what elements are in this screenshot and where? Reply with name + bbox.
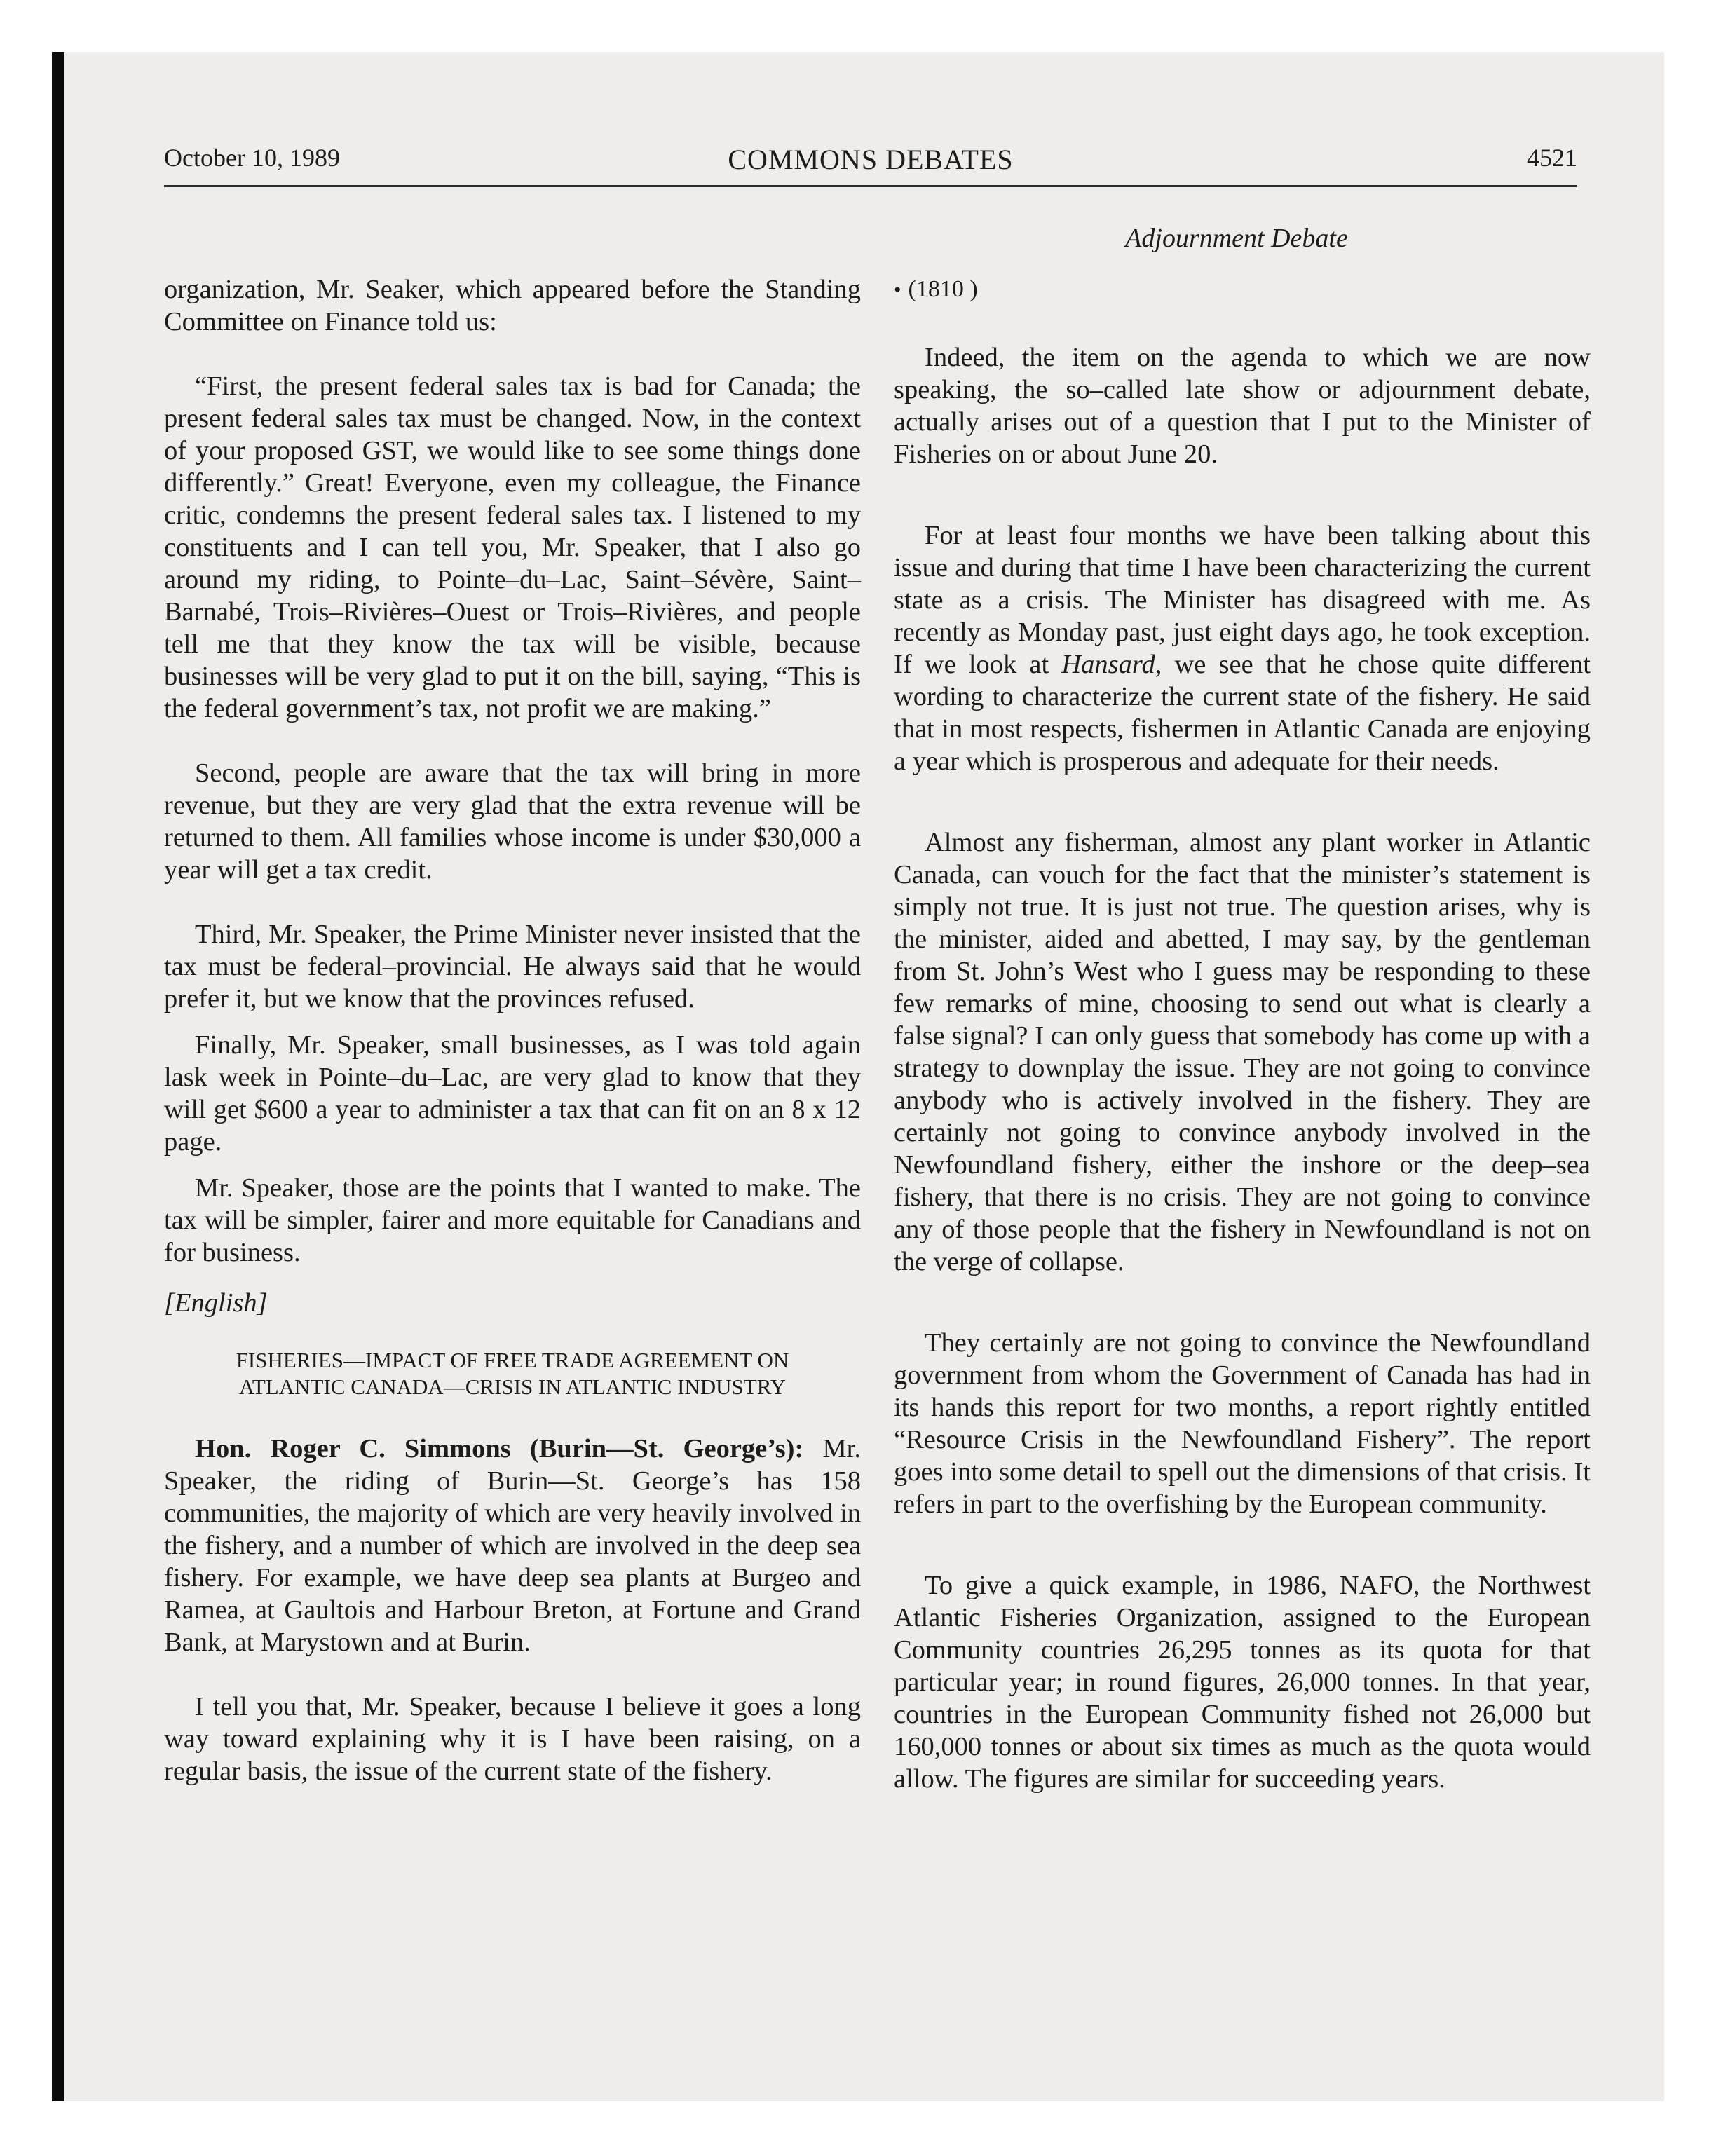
header-title: COMMONS DEBATES bbox=[728, 144, 1014, 175]
paragraph: Almost any fisherman, almost any plant worker in Atlantic Canada, can vouch for the fact that the minister’s statement is simply not true. It is just not true. The question arises, why is the minister, aided and abetted, I may say, by the gentleman from St. John’s West who I guess may be responding to these few remarks of mine, choosing to send out what is clearly a false signal? I can only guess that somebody has come up with a strategy to downplay the issue. They are not going to convince anybody who is actively involved in the fishery. They are certainly not going to convince anybody involved in the Newfoundland fishery, either the inshore or the deep–sea fishery, that there is no crisis. They are not going to convince any of those people that the fishery in Newfoundland is not on the verge of collapse. bbox=[894, 828, 1591, 1276]
header-page-number: 4521 bbox=[1527, 144, 1577, 172]
header-date: October 10, 1989 bbox=[164, 144, 340, 172]
paragraph bbox=[894, 519, 1591, 777]
paragraph: Second, people are aware that the tax will bring in more revenue, but they are very glad that the extra revenue will be returned to them. All families whose income is under $30,000 a year will get a tax credit. bbox=[164, 758, 861, 885]
left-column bbox=[164, 273, 861, 1820]
paragraph-text: , we see that he chose quite different wording to characterize the current state of the fishery. He said that in most respects, fishermen in Atlantic Canada are enjoying a year which is prosperous and adequate for their needs. bbox=[894, 650, 1591, 776]
right-column bbox=[894, 273, 1591, 1827]
paragraph: Third, Mr. Speaker, the Prime Minister never insisted that the tax must be federal–provincial. He always said that he would prefer it, but we know that the provinces refused. bbox=[164, 920, 861, 1014]
speech-text: Mr. Speaker, the riding of Burin—St. George’s has 158 communities, the majority of which are very heavily involved in the fishery, and a number of which are involved in the deep sea fishery. For example, we have deep sea plants at Burgeo and Ramea, at Gaultois and Harbour Breton, at Fortune and Grand Bank, at Marystown and at Burin. bbox=[164, 1434, 861, 1657]
bullet-icon: • bbox=[894, 278, 901, 301]
paragraph-text: For at least four months we have been talking about this issue and during that time I have been characterizing the current state as a crisis. The Minister has disagreed with me. As recently as Monday past, just eight days ago, he took exception. If we look at bbox=[894, 521, 1591, 679]
paragraph bbox=[164, 1433, 861, 1658]
paragraph: Mr. Speaker, those are the points that I wanted to make. The tax will be simpler, fairer and more equitable for Canadians and for business. bbox=[164, 1173, 861, 1267]
paragraph: To give a quick example, in 1986, NAFO, the Northwest Atlantic Fisheries Organization, assigned to the European Community countries 26,295 tonnes as its quota for that particular year; in round figures, 26,000 tonnes. In that year, countries in the European Community fished not 26,000 but 160,000 tonnes or about six times as much as the quota would allow. The figures are similar for succeeding years. bbox=[894, 1571, 1591, 1794]
paragraph: Indeed, the item on the agenda to which we are now speaking, the so–called late show or adjournment debate, actually arises out of a question that I put to the Minister of Fisheries on or about June 20. bbox=[894, 343, 1591, 469]
section-label: Adjournment Debate bbox=[1125, 224, 1348, 253]
page-binding-edge bbox=[52, 52, 64, 2101]
page-header bbox=[164, 143, 1577, 185]
timestamp bbox=[894, 273, 1591, 306]
header-rule bbox=[164, 185, 1577, 187]
language-tag: [English] bbox=[164, 1288, 268, 1318]
paragraph: organization, Mr. Seaker, which appeared before the Standing Committee on Finance told us: bbox=[164, 275, 861, 336]
timestamp-value: (1810 ) bbox=[908, 276, 978, 302]
section-heading-line: ATLANTIC CANADA—CRISIS IN ATLANTIC INDUSTRY bbox=[238, 1374, 787, 1399]
paragraph: Finally, Mr. Speaker, small businesses, as I was told again lask week in Pointe–du–Lac, are very glad to know that they will get $600 a year to administer a tax that can fit on an 8 x 12 page. bbox=[164, 1030, 861, 1157]
section-heading-line: FISHERIES—IMPACT OF FREE TRADE AGREEMENT ON bbox=[236, 1348, 789, 1372]
paragraph: They certainly are not going to convince the Newfoundland government from whom the Government of Canada has had in its hands this report for two months, a report rightly entitled “Resource Crisis in the Newfoundland Fishery”. The report goes into some detail to spell out the dimensions of that crisis. It refers in part to the overfishing by the European community. bbox=[894, 1328, 1591, 1519]
hansard-reference: Hansard bbox=[1061, 650, 1155, 679]
paragraph: “First, the present federal sales tax is bad for Canada; the present federal sales tax must be changed. Now, in the context of your proposed GST, we would like to see some things done differently.” Great! Everyone, even my colleague, the Finance critic, condemns the present federal sales tax. I listened to my constituents and I can tell you, Mr. Speaker, that I also go around my riding, to Pointe–du–Lac, Saint–Sévère, Saint–Barnabé, Trois–Rivières–Ouest or Trois–Rivières, and people tell me that they know the tax will be visible, because businesses will be very glad to put it on the bill, saying, “This is the federal government’s tax, not profit we are making.” bbox=[164, 371, 861, 723]
section-heading bbox=[164, 1347, 861, 1400]
speaker-name: Hon. Roger C. Simmons (Burin—St. George’s): bbox=[195, 1434, 804, 1464]
paragraph: I tell you that, Mr. Speaker, because I believe it goes a long way toward explaining why it is I have been raising, on a regular basis, the issue of the current state of the fishery. bbox=[164, 1692, 861, 1786]
